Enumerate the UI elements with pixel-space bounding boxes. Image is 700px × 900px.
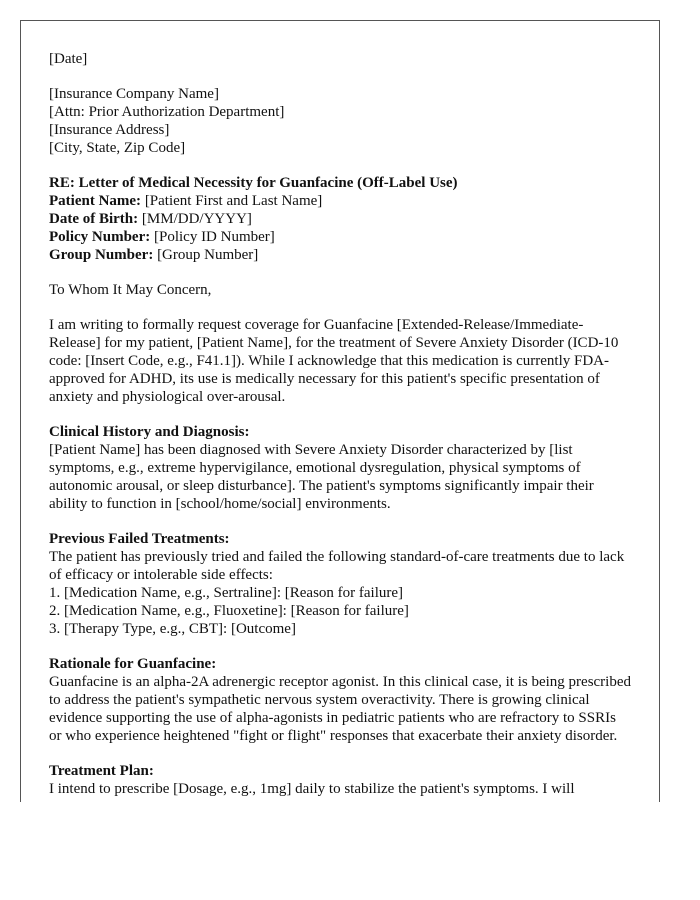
field-value: [Policy ID Number] [150,229,275,245]
section-heading: Clinical History and Diagnosis: [49,424,250,440]
section-heading: Previous Failed Treatments: [49,531,230,547]
field-value: [MM/DD/YYYY] [138,211,252,227]
salutation: To Whom It May Concern, [49,282,212,298]
section-heading: Treatment Plan: [49,763,154,779]
re-field-dob [49,210,631,228]
section-body: I intend to prescribe [Dosage, e.g., 1mg] daily to stabilize the patient's symptoms. I will [49,781,575,797]
section-body: [Patient Name] has been diagnosed with Severe Anxiety Disorder characterized by [list symptoms, e.g., extreme hypervigilance, emotional dysregulation, physical symptoms of autonomic arousal, or sleep disturbance]. The patient's symptoms significantly impair their ability to function in [school/home/social] environments. [49,442,594,512]
recipient-line: [Attn: Prior Authorization Department] [49,104,285,120]
section-treatment-plan [49,762,631,798]
list-item: 1. [Medication Name, e.g., Sertraline]: [Reason for failure] [49,585,404,601]
field-value: [Group Number] [153,247,259,263]
recipient-line: [Insurance Address] [49,122,170,138]
list-item: 3. [Therapy Type, e.g., CBT]: [Outcome] [49,621,296,637]
recipient-line: [Insurance Company Name] [49,86,219,102]
section-clinical-history [49,423,631,513]
list-item: 2. [Medication Name, e.g., Fluoxetine]: [Reason for failure] [49,603,409,619]
section-failed-treatments [49,530,631,638]
field-label: Patient Name: [49,193,142,209]
recipient-address [49,85,631,157]
letter-page [20,20,660,802]
re-field-patient-name [49,192,631,210]
letter-date: [Date] [49,51,88,67]
re-subject: RE: Letter of Medical Necessity for Guanfacine (Off-Label Use) [49,175,458,191]
re-field-policy [49,228,631,246]
field-label: Group Number: [49,247,154,263]
section-heading: Rationale for Guanfacine: [49,656,217,672]
recipient-line: [City, State, Zip Code] [49,140,186,156]
section-body: The patient has previously tried and failed the following standard-of-care treatments due to lack of efficacy or intolerable side effects: [49,549,625,583]
intro-paragraph: I am writing to formally request coverage for Guanfacine [Extended-Release/Immediate-Release] for my patient, [Patient Name], for the treatment of Severe Anxiety Disorder (ICD-10 code: [Insert Code, e.g., F41.1]). While I acknowledge that this medication is currently FDA-approved for ADHD, its use is medically necessary for this patient's specific presentation of anxiety and physiological over-arousal. [49,317,619,405]
re-block [49,174,631,264]
re-field-group [49,246,631,264]
section-body: Guanfacine is an alpha-2A adrenergic receptor agonist. In this clinical case, it is being prescribed to address the patient's sympathetic nervous system overactivity. There is growing clinical evidence supporting the use of alpha-agonists in pediatric patients who are refractory to SSRIs or who experience heightened "fight or flight" responses that exacerbate their anxiety disorder. [49,674,632,744]
section-rationale [49,655,631,745]
field-label: Policy Number: [49,229,151,245]
field-value: [Patient First and Last Name] [141,193,323,209]
field-label: Date of Birth: [49,211,139,227]
